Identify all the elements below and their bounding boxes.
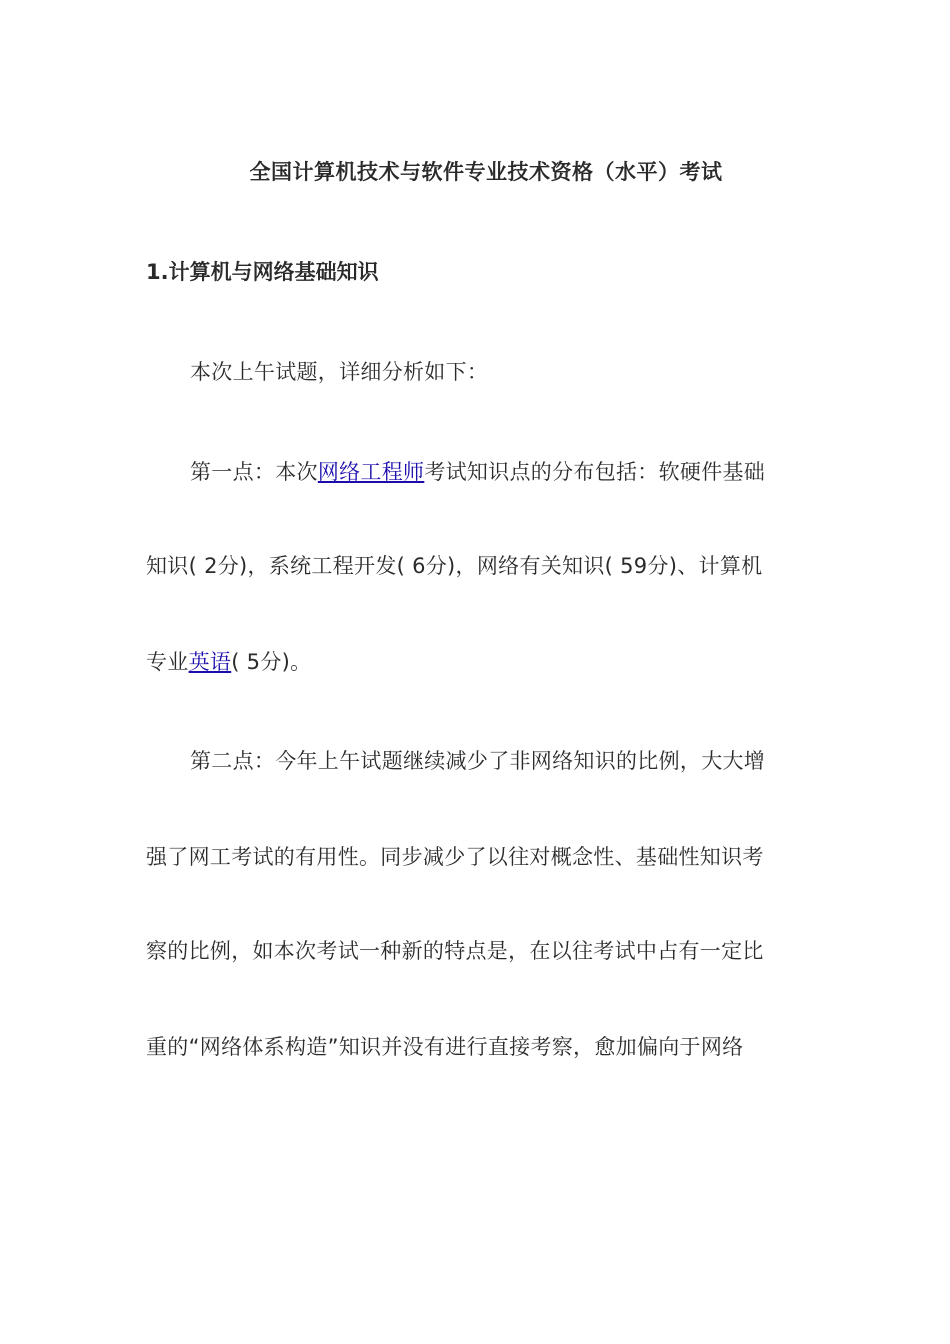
point1-line2: 知识( 2分)，系统工程开发( 6分)，网络有关知识( 59分)、计算机 <box>146 554 763 578</box>
point2-line2: 强了网工考试的有用性。同步减少了以往对概念性、基础性知识考 <box>146 845 764 869</box>
point1-line3-prefix: 专业 <box>146 650 189 674</box>
point2-line3: 察的比例，如本次考试一种新的特点是，在以往考试中占有一定比 <box>146 939 764 963</box>
section-heading: 1.计算机与网络基础知识 <box>146 260 379 284</box>
english-link[interactable]: 英语 <box>188 650 232 674</box>
point1-line1-prefix: 第一点：本次 <box>190 460 318 484</box>
intro-paragraph: 本次上午试题，详细分析如下： <box>190 360 489 384</box>
point1-line3 <box>146 646 806 676</box>
document-title: 全国计算机技术与软件专业技术资格（水平）考试 <box>249 160 723 184</box>
network-engineer-link[interactable]: 网络工程师 <box>317 460 425 484</box>
point2-line1: 第二点：今年上午试题继续减少了非网络知识的比例，大大增 <box>190 749 766 773</box>
point1-line1 <box>190 456 850 486</box>
point1-line3-suffix: ( 5分)。 <box>231 650 312 674</box>
point1-line1-suffix: 考试知识点的分布包括：软硬件基础 <box>424 460 766 484</box>
point2-line4: 重的“网络体系构造”知识并没有进行直接考察，愈加偏向于网络 <box>146 1035 744 1059</box>
